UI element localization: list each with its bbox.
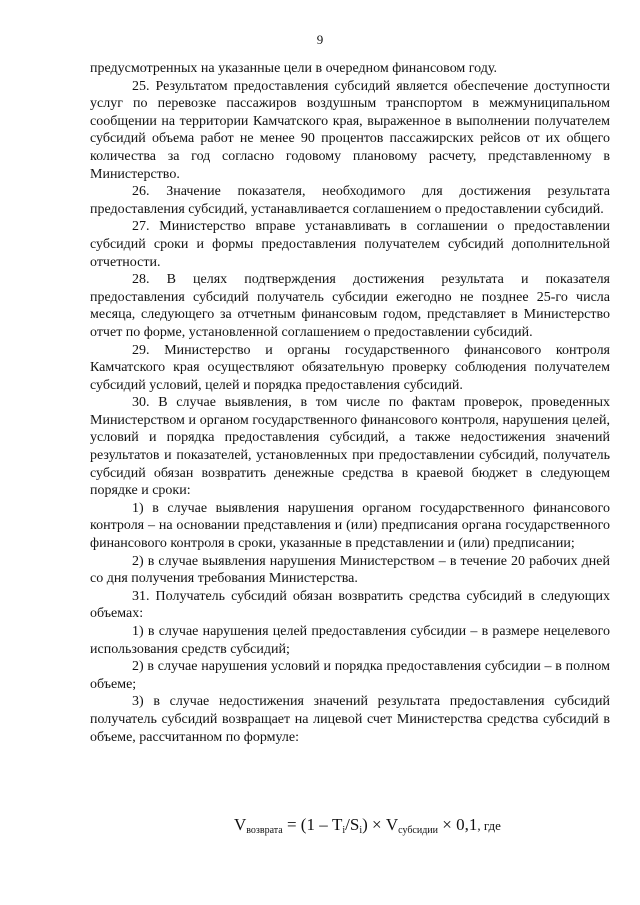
formula-t-subscript: i (342, 825, 346, 836)
paragraph: 26. Значение показателя, необходимого для достижения результата предоставления субсидий, устанавливается соглашением о предоставлении субсидий. (90, 184, 610, 217)
paragraph: 28. В целях подтверждения достижения результата и показателя предоставления субсидий получатель субсидии ежегодно не позднее 25-го числа месяца, следующего за отчетным финансовым годом, представляет в Министерство отчет по форме, установленной соглашением о предоставлении субсидий. (90, 272, 610, 340)
paragraph: 29. Министерство и органы государственного финансового контроля Камчатского края осуществляют обязательную проверку соблюдения получателем субсидий условий, целей и порядка предоставления субсидий. (90, 342, 610, 393)
formula-suffix: , где (477, 818, 501, 833)
formula-tail: × 0,1 (437, 815, 478, 834)
paragraph: 2) в случае нарушения условий и порядка предоставления субсидии – в полном объеме; (90, 659, 610, 692)
formula-close: ) × V (362, 815, 399, 834)
formula-s-subscript: i (359, 825, 363, 836)
formula-v2-subscript: субсидии (398, 825, 438, 836)
paragraph: 31. Получатель субсидий обязан возвратить средства субсидий в следующих объемах: (90, 588, 610, 622)
page-number: 9 (316, 32, 324, 47)
document-body (90, 60, 610, 746)
formula-slash: /S (345, 815, 360, 834)
paragraph: 3) в случае недостижения значений результата предоставления субсидий получатель субсидий возвращает на лицевой счет Министерства средства субсидий в объеме, рассчитанном по формуле: (90, 694, 610, 745)
refund-formula (234, 815, 501, 836)
paragraph: 27. Министерство вправе устанавливать в соглашении о предоставлении субсидий сроки и формы предоставления получателем субсидий дополнительной отчетности. (90, 219, 610, 270)
paragraph: 2) в случае выявления нарушения Министерством – в течение 20 рабочих дней со дня получения требования Министерства. (90, 553, 610, 587)
formula-v: V (234, 815, 247, 834)
paragraph: 1) в случае выявления нарушения органом государственного финансового контроля – на основании представления и (или) предписания органа государственного финансового контроля в сроки, указанные в представлении и (или) предписании; (90, 500, 610, 552)
formula-open: = (1 – T (282, 815, 343, 834)
paragraph: 1) в случае нарушения целей предоставления субсидии – в размере нецелевого использования средств субсидий; (90, 624, 610, 657)
paragraph: предусмотренных на указанные цели в очередном финансовом году. (90, 61, 498, 76)
paragraph: 25. Результатом предоставления субсидий является обеспечение доступности услуг по перевозке пассажиров воздушным транспортом в межмуниципальном сообщении на территории Камчатского края, выраженное в выполнении получателем субсидий объема работ не менее 90 процентов пассажирских рейсов от их общего количества за год согласно годовому плановому расчету, представленному в Министерство. (90, 78, 610, 182)
formula-v-subscript: возврата (246, 825, 283, 836)
paragraph: 30. В случае выявления, в том числе по фактам проверок, проведенных Министерством и органом государственного финансового контроля, нарушения целей, условий и порядка предоставления субсидий, а также недостижения значений результатов и показателей, установленных при предоставлении субсидий, получатель субсидий обязан возвратить денежные средства в краевой бюджет в следующем порядке и сроки: (90, 395, 610, 499)
